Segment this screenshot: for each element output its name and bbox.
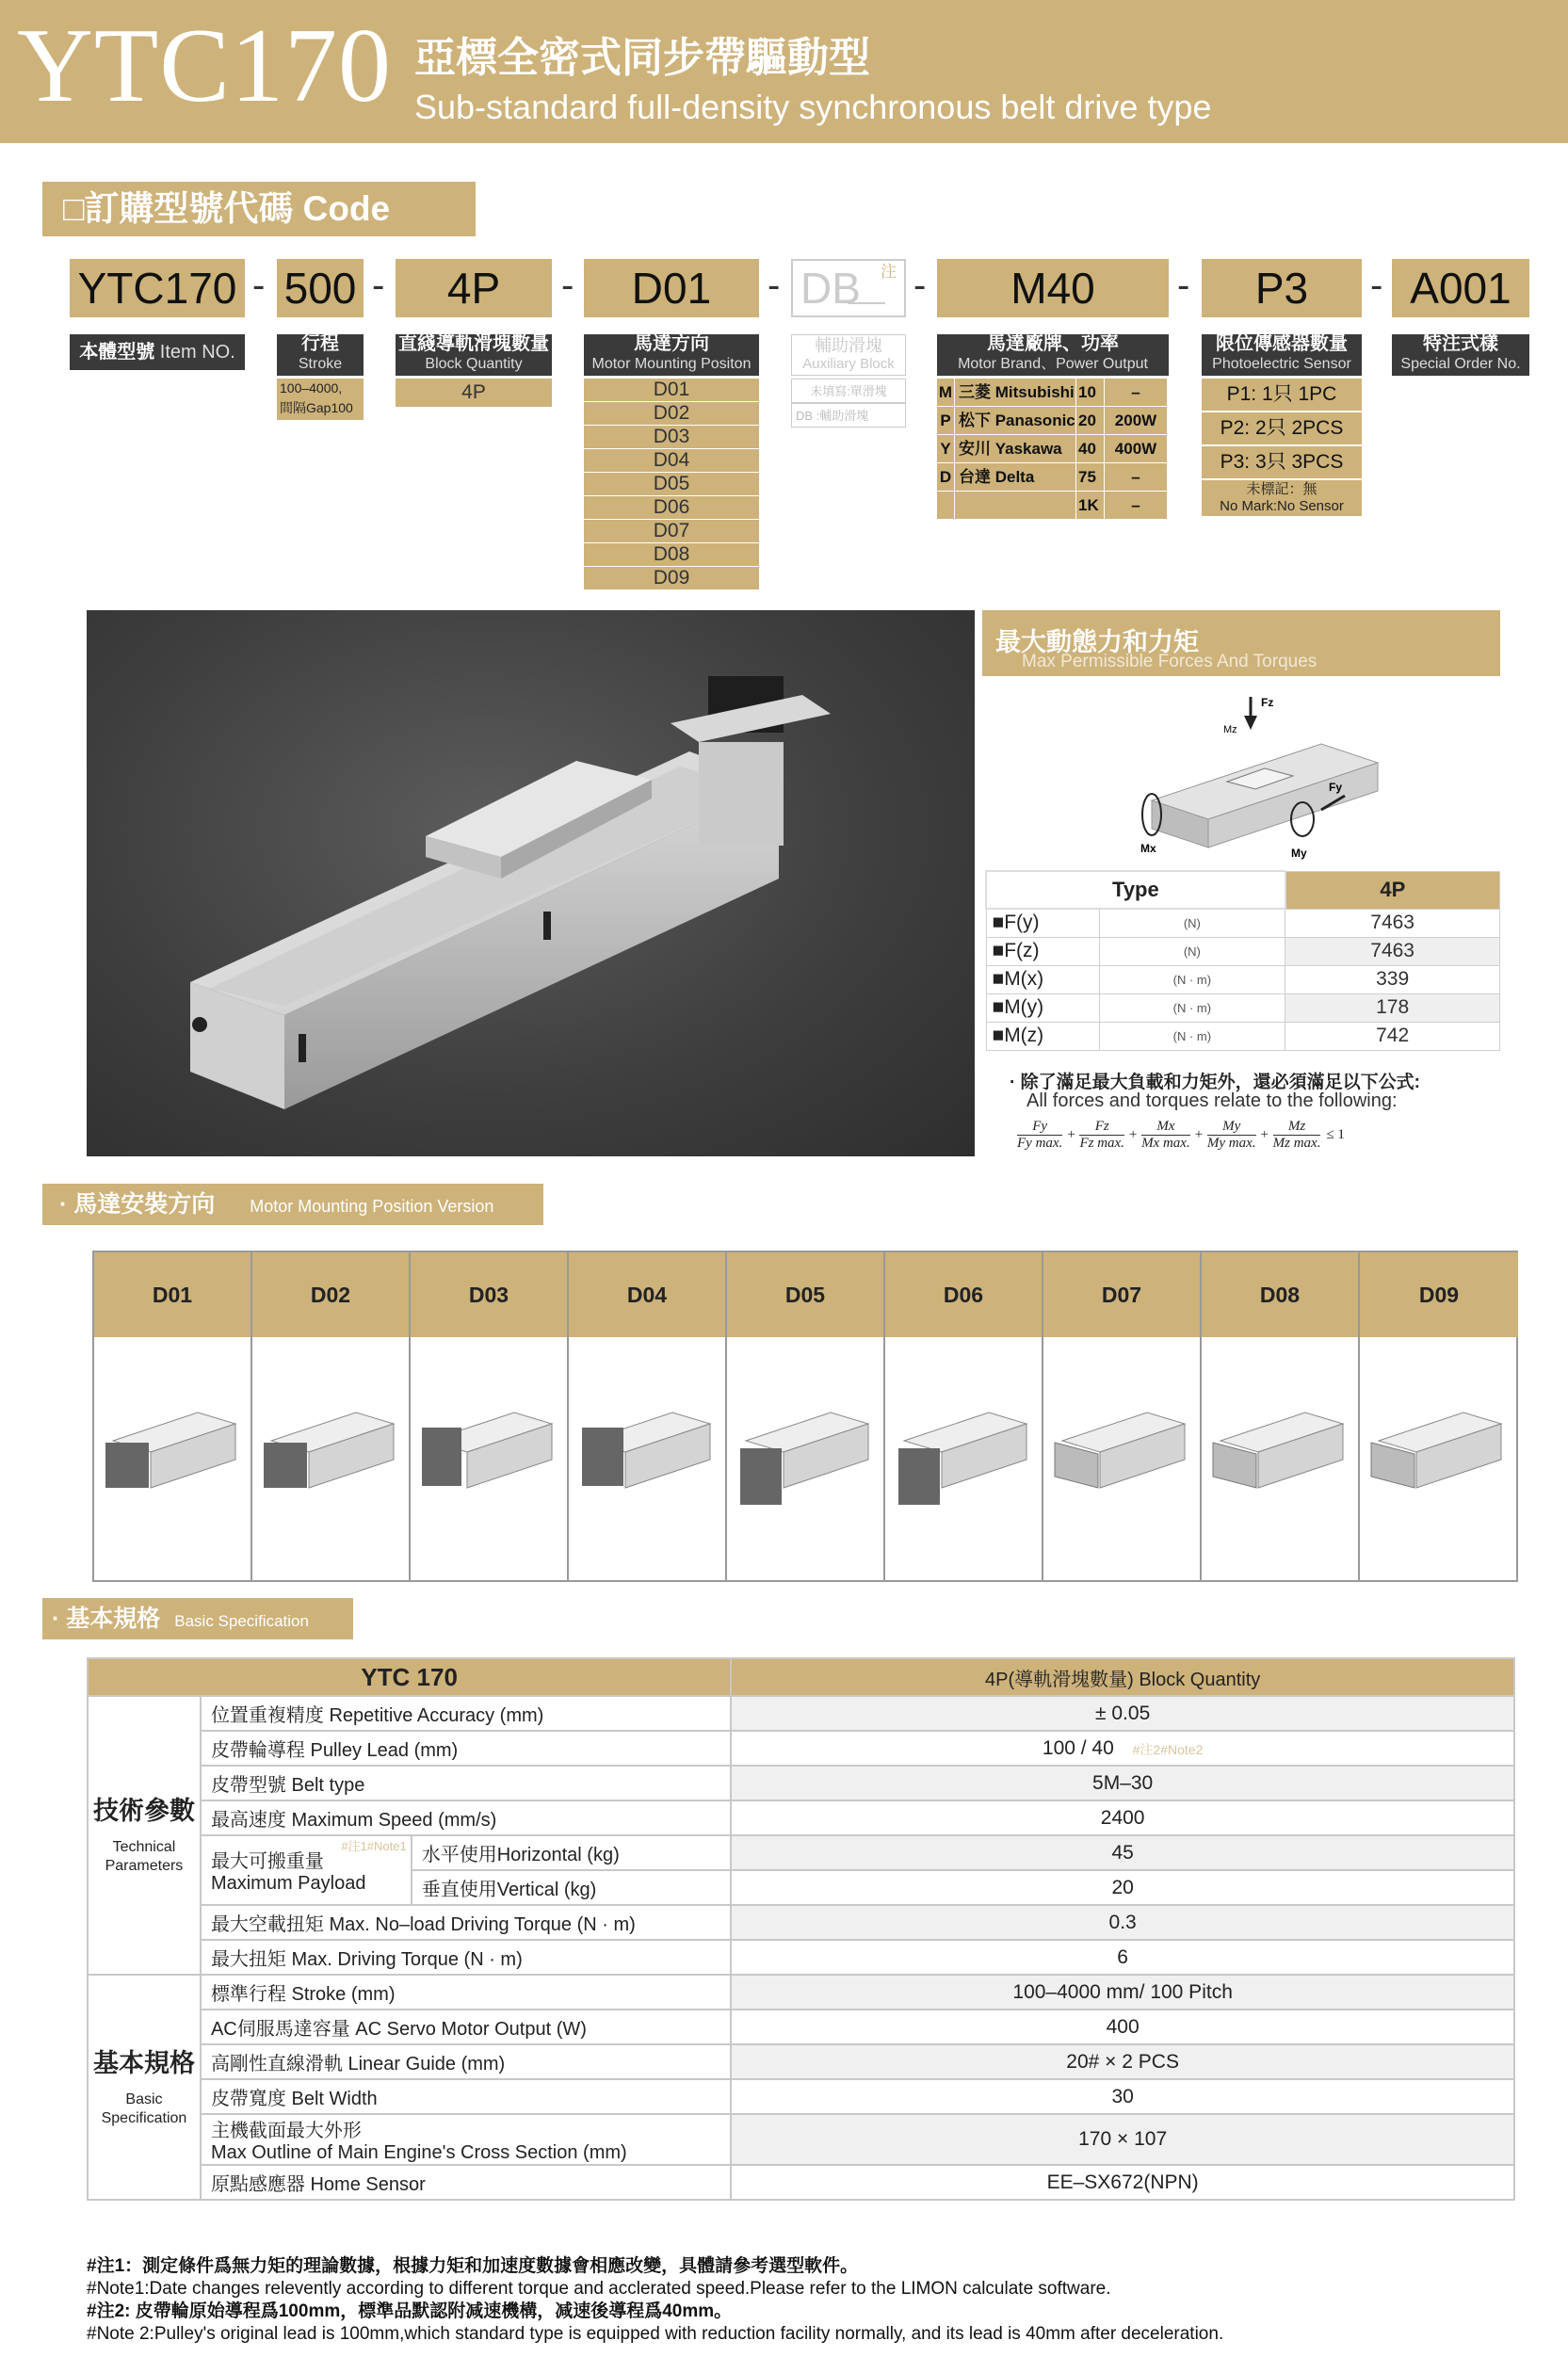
title-en: Sub-standard full-density synchronous belt drive type <box>414 88 1212 126</box>
motor-row: P 松下 Panasonic 20 200W <box>937 407 1169 434</box>
code-section-title: □訂購型號代碼 Code <box>42 182 476 236</box>
motor-pos-list <box>584 379 759 590</box>
spec-table: YTC 170 4P(導軌滑塊數量) Block Quantity 技術參數 Technical Parameters 位置重複精度 Repetitive Accuracy (mm) ± 0.05 皮帶輪導程 Pulley Lead (mm) 100 / 40 #注2#Note2 皮帶型號 Belt type 5M–30 最高速度 Maximum Speed (mm/s) 2400 #注1#Note1 最大可搬重量 Maximum Payload 水平使用Horizontal (kg) 45 垂直使用Vertical (kg) 20 最大空載扭矩 Max. No–load Driving Torque (N · m) 0.3 最大扭矩 Max. Driving Torque (N · m) 6 基本規格 Basic Specification 標準行程 Stroke (mm) 100–4000 mm/ 100 Pitch AC伺服馬達容量 AC Servo Motor Output (W) 400 高剛性直線滑軌 Linear Guide (mm) 20# × 2 PCS 皮帶寬度 Belt Width 30 主機截面最大外形 Max Outline of Main Engine's Cross Section (mm) 170 × 107 原點感應器 Home Sensor EE–SX672(NPN) <box>87 1657 1515 2201</box>
motor-row: D 台達 Delta 75 – <box>937 463 1169 491</box>
special-label: 特注式樣 Special Order No. <box>1392 334 1529 376</box>
motor-pos-item: D07 <box>584 520 759 542</box>
force-row: ■M(z) (N · m) 742 <box>986 1022 1500 1050</box>
basic-section-title: · 基本規格 Basic Specification <box>42 1598 353 1639</box>
forces-table: Type 4P ■F(y) (N) 7463 ■F(z) (N) 7463 ■M(x) (N · m) 339 ■M(y) (N · m) 178 ■M(z) (N · m) 742 <box>985 870 1500 1051</box>
mount-col: D06 <box>883 1251 1042 1582</box>
mount-col: D08 <box>1200 1251 1358 1582</box>
spec-row: #注1#Note1 最大可搬重量 Maximum Payload 水平使用Horizontal (kg) 45 <box>88 1835 1514 1870</box>
note-line: #注1：測定條件爲無力矩的理論數據，根據力矩和加速度數據會相應改變，具體請參考選型軟件。 <box>87 2256 859 2276</box>
spec-row: AC伺服馬達容量 AC Servo Motor Output (W) 400 <box>88 2010 1514 2044</box>
force-row: ■F(z) (N) 7463 <box>986 937 1500 965</box>
note-line: #Note1:Date changes relevently according to different torque and acclerated speed.Please refer to the LIMON calculate software. <box>87 2279 1111 2299</box>
motor-pos-label: 馬達方向 Motor Mounting Positon <box>584 334 759 376</box>
motor-pos-item: D02 <box>584 402 759 425</box>
mount-col: D03 <box>409 1251 567 1582</box>
motor-row: 1K – <box>937 492 1169 519</box>
note-mark: 注 <box>881 263 897 281</box>
block-label: 直綫導軌滑塊數量 Block Quantity <box>396 334 552 376</box>
product-photo <box>87 610 975 1156</box>
motor-pos-item: D05 <box>584 473 759 495</box>
sensor-option: P1: 1只 1PC <box>1202 379 1362 411</box>
motor-pos-item: D08 <box>584 543 759 566</box>
sensor-label: 限位傳感器數量 Photoelectric Sensor <box>1202 334 1362 376</box>
spec-row: 最大空載扭矩 Max. No–load Driving Torque (N · m) 0.3 <box>88 1905 1514 1940</box>
spec-row: 皮帶寬度 Belt Width 30 <box>88 2079 1514 2114</box>
motor-pos-item: D03 <box>584 426 759 448</box>
stroke-label: 行程 Stroke <box>277 334 364 376</box>
model-title: YTC170 <box>17 8 392 124</box>
spec-row: 最大扭矩 Max. Driving Torque (N · m) 6 <box>88 1940 1514 1975</box>
spec-row: 主機截面最大外形 Max Outline of Main Engine's Cross Section (mm) 170 × 107 <box>88 2114 1514 2165</box>
code-special: A001 <box>1392 259 1529 317</box>
force-row: ■M(x) (N · m) 339 <box>986 965 1500 993</box>
motor-table <box>937 379 1169 520</box>
code-stroke: 500 <box>277 259 364 317</box>
spec-row: 垂直使用Vertical (kg) 20 <box>88 1870 1514 1905</box>
code-aux-block: DB 注 <box>791 259 906 317</box>
title-zh: 亞標全密式同步帶驅動型 <box>414 35 870 81</box>
sensor-option: P3: 3只 3PCS <box>1202 446 1362 478</box>
mount-grid <box>92 1251 1518 1582</box>
spec-row: 皮帶型號 Belt type 5M–30 <box>88 1766 1514 1800</box>
spec-row: 技術參數 Technical Parameters 位置重複精度 Repetitive Accuracy (mm) ± 0.05 <box>88 1696 1514 1731</box>
motor-row: M 三菱 Mitsubishi 10 – <box>937 379 1169 406</box>
item-no-label: 本體型號 Item NO. <box>70 334 245 370</box>
mount-col: D02 <box>251 1251 409 1582</box>
spec-row: 最高速度 Maximum Speed (mm/s) 2400 <box>88 1800 1514 1835</box>
forces-title: 最大動態力和力矩 Max Permissible Forces And Torques <box>982 610 1500 676</box>
mount-section-title: · 馬達安裝方向 Motor Mounting Position Version <box>42 1184 543 1225</box>
svg-text:Fy: Fy <box>1329 781 1343 794</box>
note-line: #Note 2:Pulley's original lead is 100mm,which standard type is equipped with reduction facility normally, and its lead is 40mm after deceleration. <box>87 2324 1224 2344</box>
formula-note-zh: · 除了滿足最大負載和力矩外，還必須滿足以下公式: <box>1010 1073 1420 1092</box>
svg-text:Mx: Mx <box>1140 842 1156 855</box>
mount-col: D09 <box>1358 1251 1518 1582</box>
motor-pos-item: D04 <box>584 449 759 472</box>
formula-note-en: All forces and torques relate to the following: <box>1026 1090 1398 1111</box>
spec-row: 原點感應器 Home Sensor EE–SX672(NPN) <box>88 2165 1514 2200</box>
stroke-values: 100–4000, 間隔Gap100 <box>277 379 364 420</box>
force-row: ■F(y) (N) 7463 <box>986 909 1500 937</box>
code-sensor: P3 <box>1202 259 1362 317</box>
aux-label: 輔助滑塊 Auxiliary Block <box>791 334 906 376</box>
motor-pos-item: D06 <box>584 496 759 519</box>
motor-pos-item: D09 <box>584 567 759 589</box>
sensor-option: P2: 2只 2PCS <box>1202 412 1362 444</box>
mount-col: D07 <box>1042 1251 1200 1582</box>
svg-text:Fz: Fz <box>1261 696 1274 709</box>
svg-text:My: My <box>1291 847 1307 860</box>
code-motor: M40 <box>937 259 1169 317</box>
footnotes <box>87 2255 1223 2346</box>
mount-col: D05 <box>725 1251 883 1582</box>
page-header <box>0 0 1568 143</box>
mount-col: D01 <box>92 1251 251 1582</box>
code-model: YTC170 <box>70 259 245 317</box>
aux-values: 未填寫:單滑塊 DB :輔助滑塊 <box>791 379 906 428</box>
forces-diagram <box>982 678 1500 866</box>
code-block: 4P <box>396 259 552 317</box>
sensor-list: P1: 1只 1PC P2: 2只 2PCS P3: 3只 3PCS 未標記：無 No Mark:No Sensor <box>1202 379 1362 516</box>
motor-row: Y 安川 Yaskawa 40 400W <box>937 435 1169 462</box>
motor-label: 馬達廠牌、功率 Motor Brand、Power Output <box>937 334 1169 376</box>
block-value: 4P <box>396 379 552 407</box>
mount-col: D04 <box>567 1251 725 1582</box>
spec-row: 基本規格 Basic Specification 標準行程 Stroke (mm) 100–4000 mm/ 100 Pitch <box>88 1975 1514 2010</box>
spec-row: 高剛性直線滑軌 Linear Guide (mm) 20# × 2 PCS <box>88 2044 1514 2079</box>
spec-row: 皮帶輪導程 Pulley Lead (mm) 100 / 40 #注2#Note2 <box>88 1731 1514 1766</box>
note-line: #注2: 皮帶輪原始導程爲100mm，標準品默認附减速機構，减速後導程爲40mm。 <box>87 2301 733 2321</box>
motor-pos-item: D01 <box>584 379 759 401</box>
code-motor-position: D01 <box>584 259 759 317</box>
formula: Fy Fy max. + Fz Fz max. + Mx Mx max. + My My max. + Mz Mz max. ≤ 1 <box>1017 1119 1345 1151</box>
svg-text:Mz: Mz <box>1223 724 1237 735</box>
force-row: ■M(y) (N · m) 178 <box>986 993 1500 1022</box>
